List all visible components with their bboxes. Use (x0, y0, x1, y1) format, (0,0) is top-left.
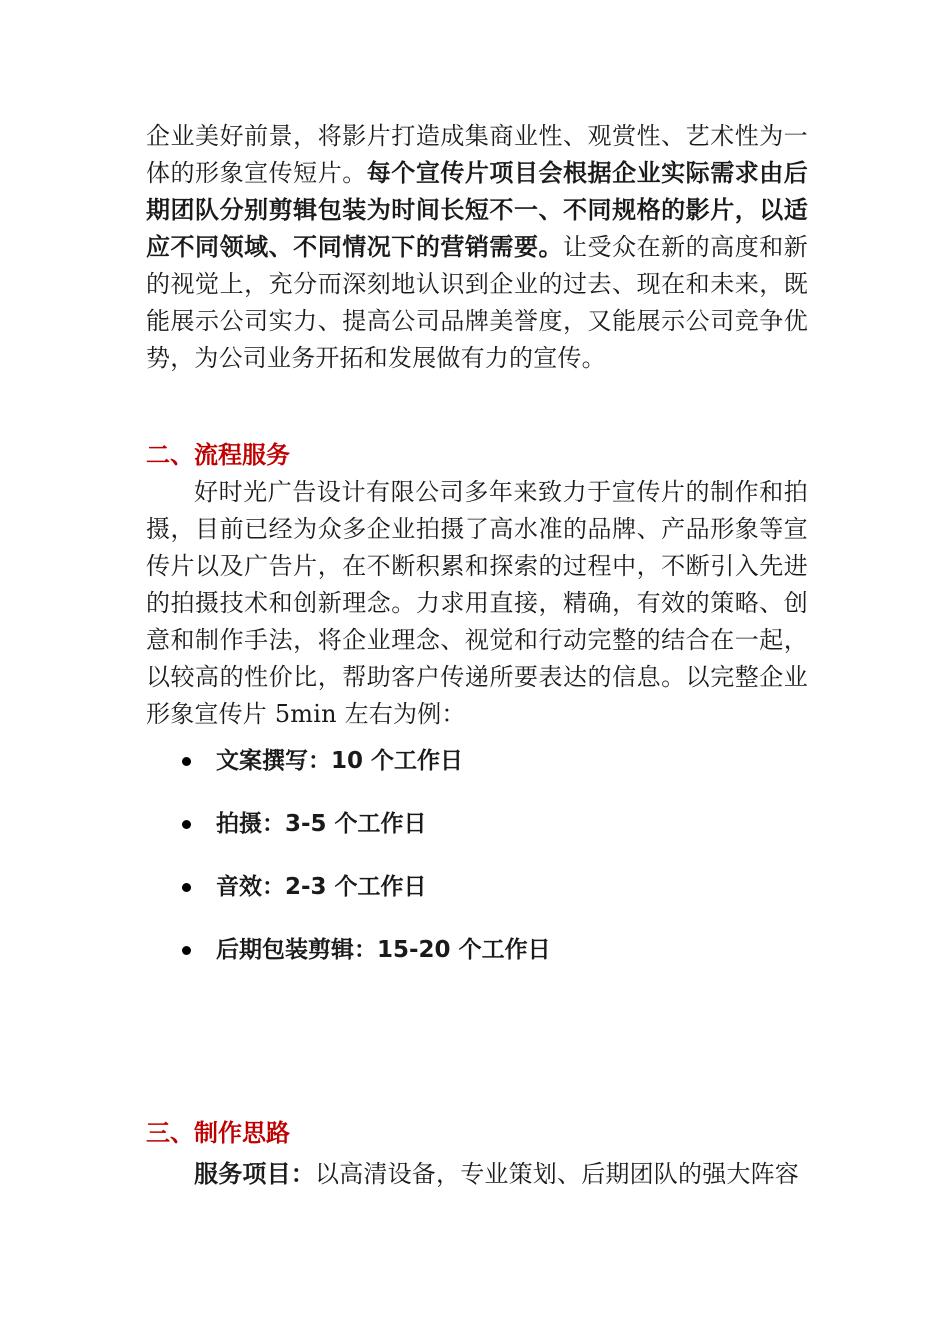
list-item-text: 文案撰写：10 个工作日 (216, 748, 464, 774)
process-paragraph: 好时光广告设计有限公司多年来致力于宣传片的制作和拍摄，目前已经为众多企业拍摄了高水准的品牌、产品形象等宣传片以及广告片，在不断积累和探索的过程中，不断引入先进的拍摄技术和创新理念。力求用直接，精确，有效的策略、创意和制作手法，将企业理念、视觉和行动完整的结合在一起，以较高的性价比，帮助客户传递所要表达的信息。以完整企业形象宣传片 5min 左右为例： (146, 478, 808, 728)
bullet-icon (182, 946, 191, 955)
section-heading-production: 三、制作思路 (146, 1119, 290, 1147)
list-item (146, 932, 808, 995)
intro-text-1: 企业美好前景，将影片打造成集商业性、观赏性、艺术性为一体的形象宣传短片。 (146, 122, 808, 187)
list-item-text: 后期包装剪辑：15-20 个工作日 (216, 937, 551, 963)
production-paragraph (146, 1156, 808, 1193)
bullet-icon (182, 757, 191, 766)
list-item-text: 音效：2-3 个工作日 (216, 874, 427, 900)
timeline-list (146, 743, 808, 995)
list-item (146, 743, 808, 806)
list-item-text: 拍摄：3-5 个工作日 (216, 811, 427, 837)
list-item (146, 806, 808, 869)
intro-bold-text: 每个宣传片项目会根据企业实际需求由后期团队分别剪辑包装为时间长短不一、不同规格的影片，以适应不同领域、不同情况下的营销需要。 (146, 159, 808, 261)
intro-paragraph (146, 118, 808, 377)
intro-text-2: 让受众在新的高度和新的视觉上，充分而深刻地认识到企业的过去、现在和未来，既能展示公司实力、提高公司品牌美誉度，又能展示公司竞争优势，为公司业务开拓和发展做有力的宣传。 (146, 233, 809, 372)
section-heading-process: 二、流程服务 (146, 441, 290, 469)
bullet-icon (182, 820, 191, 829)
service-text: 以高清设备，专业策划、后期团队的强大阵容 (315, 1160, 799, 1188)
list-item (146, 869, 808, 932)
service-label: 服务项目： (194, 1160, 315, 1188)
bullet-icon (182, 883, 191, 892)
document-page (146, 118, 808, 1193)
